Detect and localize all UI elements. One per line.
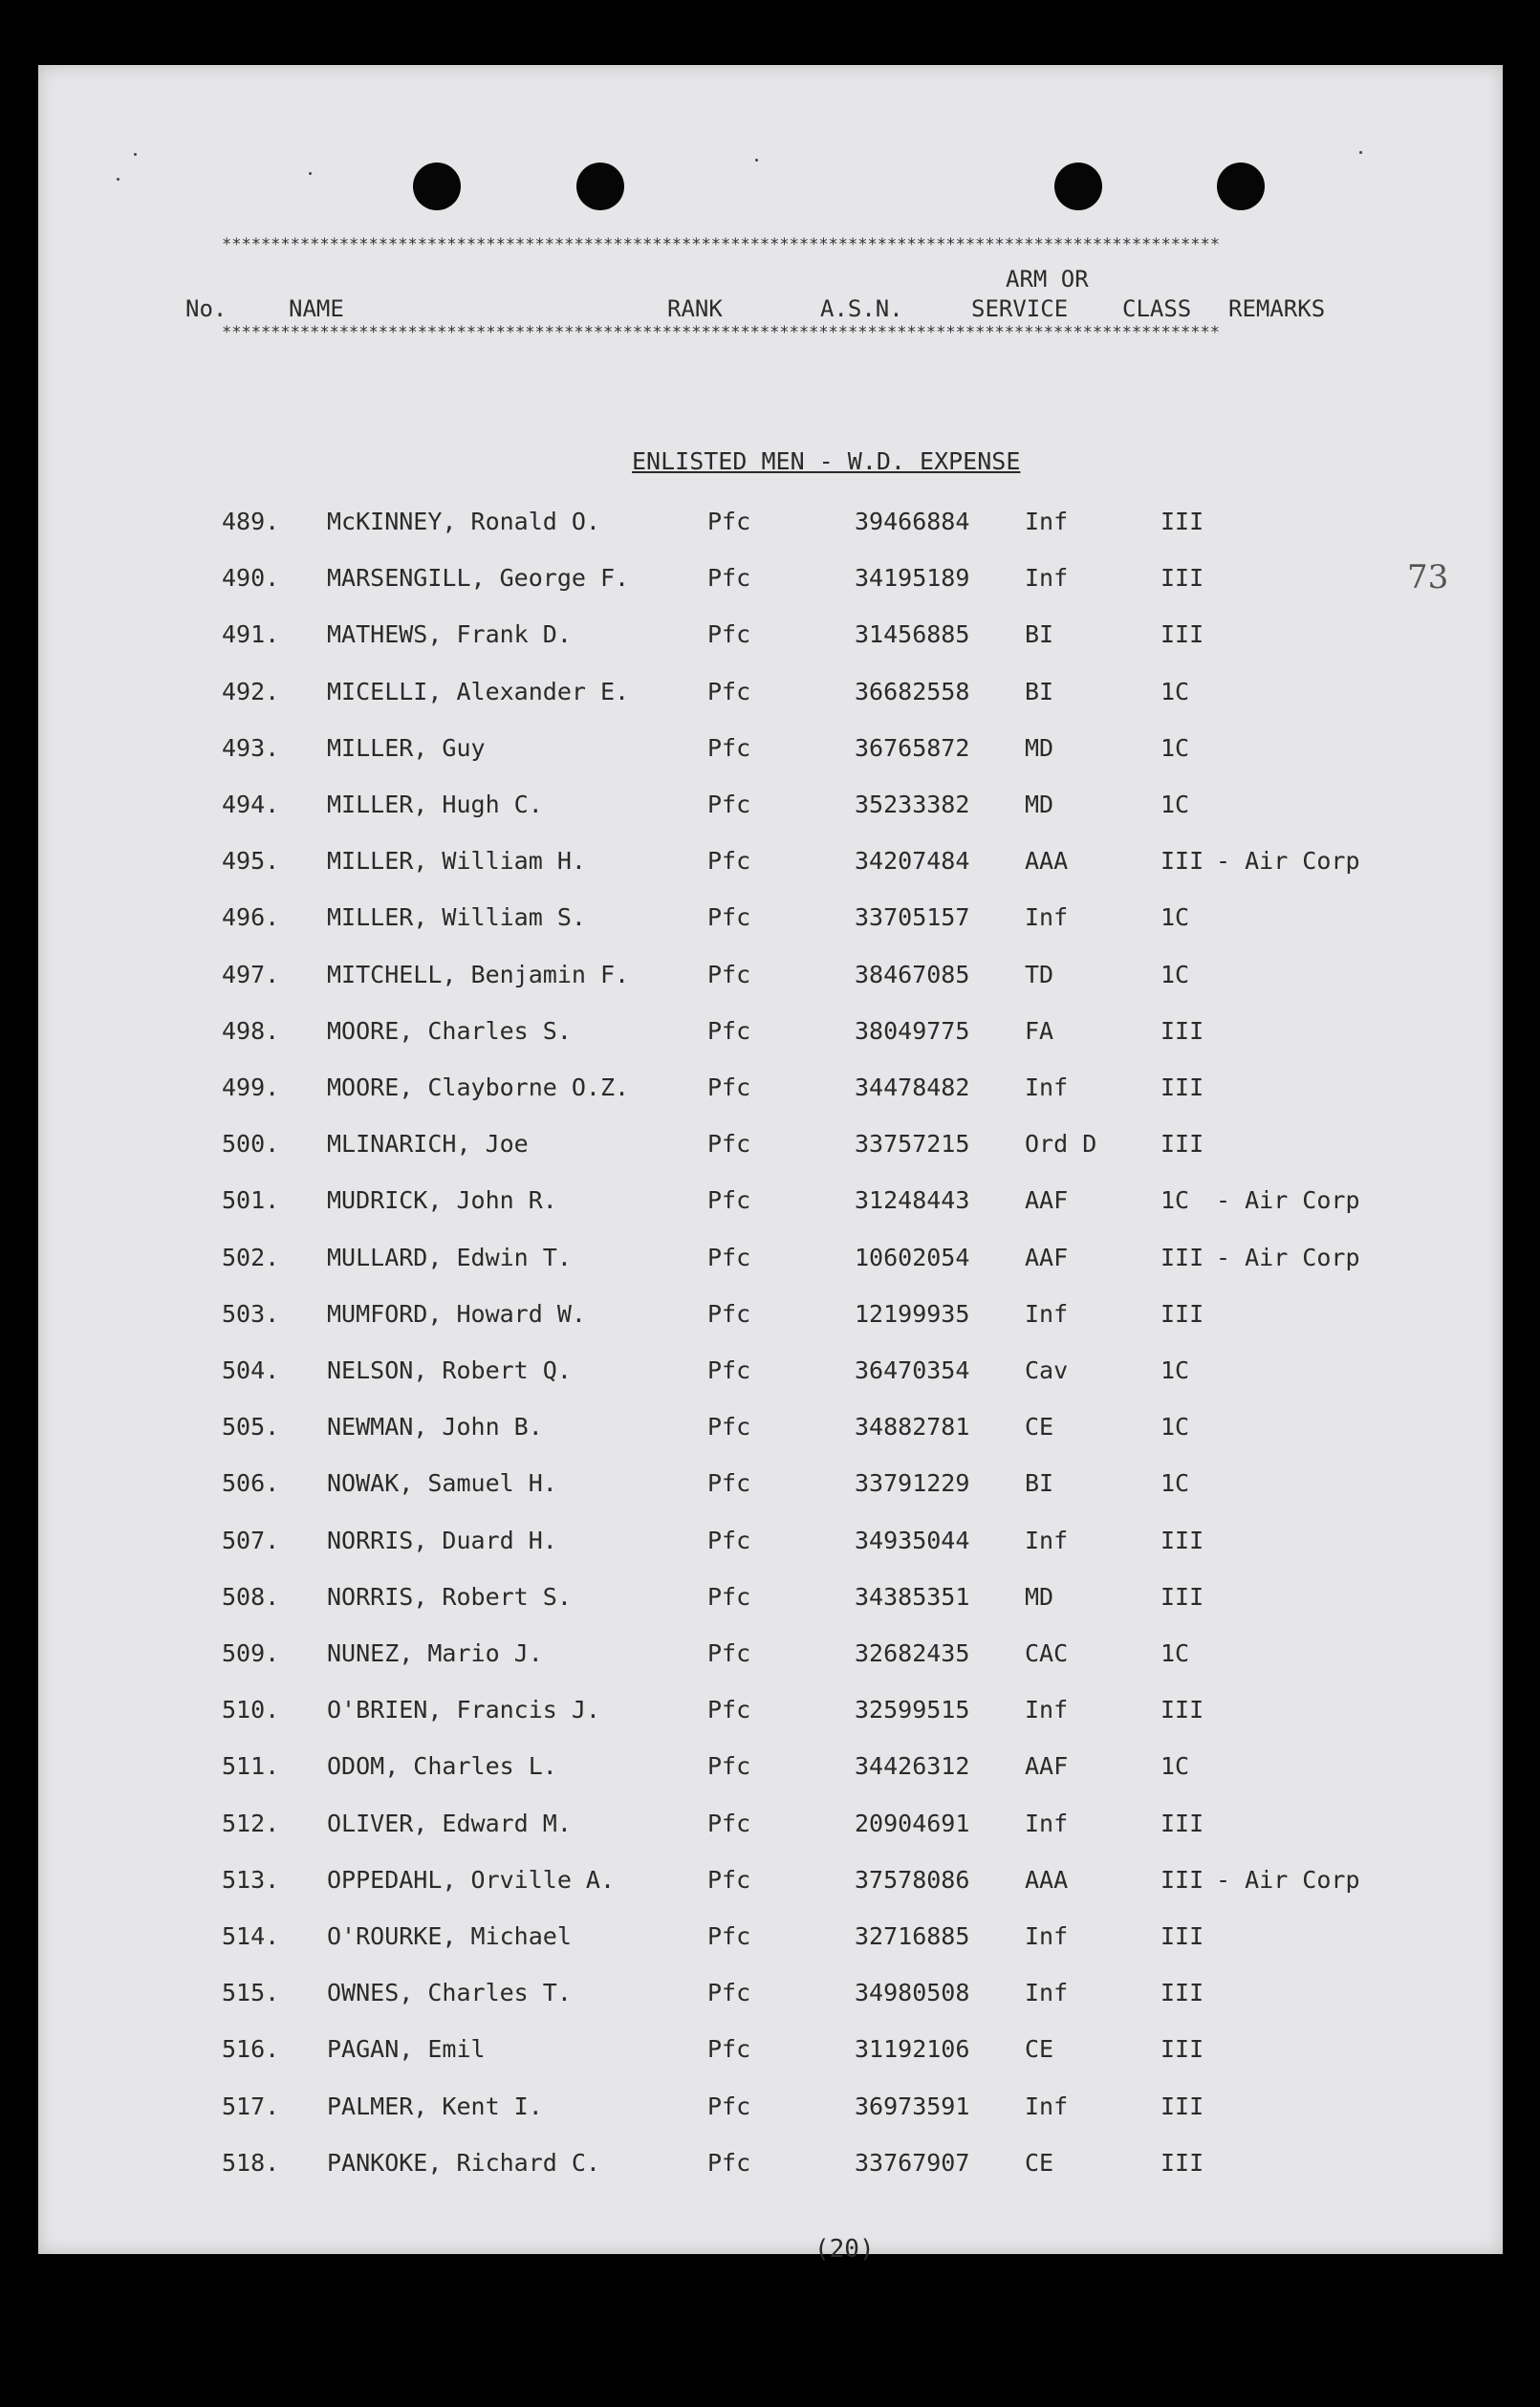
row-name: MATHEWS, Frank D. <box>327 620 572 649</box>
table-row <box>38 678 1503 716</box>
row-class: III <box>1160 620 1204 649</box>
row-number: 516. <box>222 2035 280 2064</box>
row-arm-service: BI <box>1025 620 1054 649</box>
punch-hole <box>1217 163 1265 210</box>
row-arm-service: MD <box>1025 791 1054 818</box>
row-asn: 34195189 <box>855 564 970 593</box>
row-rank: Pfc <box>707 847 751 876</box>
row-class: 1C <box>1160 1639 1190 1667</box>
row-asn: 36973591 <box>855 2092 970 2120</box>
row-class: III <box>1160 1073 1204 1101</box>
row-name: ODOM, Charles L. <box>327 1752 557 1781</box>
table-row <box>38 903 1503 942</box>
row-rank: Pfc <box>707 2148 751 2177</box>
row-arm-service: Inf <box>1025 1696 1069 1724</box>
row-class: III <box>1160 847 1204 876</box>
row-number: 514. <box>222 1922 280 1950</box>
speck <box>134 153 137 156</box>
row-asn: 33791229 <box>855 1469 970 1498</box>
row-arm-service: BI <box>1025 1469 1054 1498</box>
row-rank: Pfc <box>707 1016 751 1045</box>
row-number: 490. <box>222 564 280 593</box>
row-class: 1C <box>1160 1752 1190 1781</box>
row-number: 505. <box>222 1413 280 1442</box>
speck <box>1359 151 1362 154</box>
row-class: 1C <box>1160 677 1190 705</box>
row-rank: Pfc <box>707 1752 751 1781</box>
row-asn: 31192106 <box>855 2035 970 2064</box>
row-class: III <box>1160 1979 1204 2007</box>
row-asn: 36470354 <box>855 1356 970 1384</box>
row-name: MULLARD, Edwin T. <box>327 1243 572 1271</box>
row-arm-service: AAA <box>1025 847 1069 876</box>
row-asn: 10602054 <box>855 1243 970 1271</box>
row-arm-service: AAF <box>1025 1752 1069 1781</box>
table-row <box>38 620 1503 659</box>
row-rank: Pfc <box>707 1865 751 1894</box>
speck <box>755 159 758 162</box>
row-arm-service: MD <box>1025 1582 1054 1611</box>
table-row <box>38 734 1503 772</box>
table-row <box>38 1300 1503 1338</box>
row-class: III <box>1160 2092 1204 2120</box>
row-name: NELSON, Robert Q. <box>327 1356 572 1384</box>
row-rank: Pfc <box>707 1186 751 1215</box>
row-number: 506. <box>222 1469 280 1498</box>
row-asn: 35233382 <box>855 791 970 818</box>
row-asn: 32716885 <box>855 1922 970 1950</box>
row-rank: Pfc <box>707 677 751 705</box>
table-row <box>38 1527 1503 1565</box>
header-arm-line2: SERVICE <box>971 295 1069 322</box>
row-remarks: - Air Corp <box>1216 847 1360 876</box>
row-name: MICELLI, Alexander E. <box>327 677 630 705</box>
row-number: 493. <box>222 733 280 762</box>
row-rank: Pfc <box>707 2035 751 2064</box>
row-class: III <box>1160 1526 1204 1554</box>
row-arm-service: Inf <box>1025 903 1069 932</box>
row-number: 511. <box>222 1752 280 1781</box>
row-number: 500. <box>222 1130 280 1159</box>
punch-hole <box>1054 163 1102 210</box>
row-name: PAGAN, Emil <box>327 2035 486 2064</box>
row-number: 510. <box>222 1696 280 1724</box>
header-star-rule-bottom: ****************************************************************************************************** <box>222 323 1220 342</box>
row-arm-service: Inf <box>1025 564 1069 593</box>
row-arm-service: AAA <box>1025 1865 1069 1894</box>
row-arm-service: Cav <box>1025 1356 1069 1384</box>
row-asn: 20904691 <box>855 1809 970 1837</box>
row-class: III <box>1160 1243 1204 1271</box>
row-arm-service: CE <box>1025 2148 1054 2177</box>
row-class: III <box>1160 508 1204 535</box>
row-rank: Pfc <box>707 1469 751 1498</box>
row-rank: Pfc <box>707 733 751 762</box>
speck <box>309 172 312 175</box>
table-row <box>38 2093 1503 2131</box>
row-arm-service: BI <box>1025 677 1054 705</box>
row-number: 518. <box>222 2148 280 2177</box>
row-rank: Pfc <box>707 1413 751 1442</box>
row-remarks: - Air Corp <box>1216 1186 1360 1215</box>
row-rank: Pfc <box>707 1130 751 1159</box>
punch-hole <box>413 163 461 210</box>
table-row <box>38 1922 1503 1961</box>
row-name: MILLER, William H. <box>327 847 586 876</box>
table-row <box>38 1017 1503 1055</box>
table-row <box>38 1583 1503 1621</box>
row-class: 1C <box>1160 791 1190 818</box>
margin-number: 73 <box>1407 558 1449 596</box>
table-row <box>38 564 1503 602</box>
row-name: OWNES, Charles T. <box>327 1979 572 2007</box>
row-asn: 31456885 <box>855 620 970 649</box>
row-arm-service: AAF <box>1025 1243 1069 1271</box>
row-arm-service: Inf <box>1025 1526 1069 1554</box>
row-rank: Pfc <box>707 1979 751 2007</box>
row-rank: Pfc <box>707 1526 751 1554</box>
row-number: 489. <box>222 508 280 535</box>
row-arm-service: Inf <box>1025 1922 1069 1950</box>
row-class: III <box>1160 1299 1204 1328</box>
row-arm-service: FA <box>1025 1016 1054 1045</box>
table-row <box>38 1469 1503 1507</box>
row-name: PALMER, Kent I. <box>327 2092 543 2120</box>
document-page <box>38 65 1503 2264</box>
row-number: 504. <box>222 1356 280 1384</box>
table-row <box>38 1639 1503 1678</box>
row-number: 513. <box>222 1865 280 1894</box>
row-asn: 33767907 <box>855 2148 970 2177</box>
row-number: 503. <box>222 1299 280 1328</box>
row-asn: 39466884 <box>855 508 970 535</box>
row-asn: 38467085 <box>855 960 970 988</box>
row-asn: 32599515 <box>855 1696 970 1724</box>
row-name: MUMFORD, Howard W. <box>327 1299 586 1328</box>
row-arm-service: CE <box>1025 1413 1054 1442</box>
row-rank: Pfc <box>707 2092 751 2120</box>
row-arm-service: MD <box>1025 733 1054 762</box>
row-asn: 33705157 <box>855 903 970 932</box>
table-row <box>38 2149 1503 2187</box>
row-name: NORRIS, Duard H. <box>327 1526 557 1554</box>
row-remarks: - Air Corp <box>1216 1243 1360 1271</box>
table-row <box>38 1244 1503 1282</box>
row-rank: Pfc <box>707 1582 751 1611</box>
section-title: ENLISTED MEN - W.D. EXPENSE <box>632 447 1021 475</box>
table-row <box>38 1810 1503 1848</box>
header-no: No. <box>185 295 228 322</box>
header-arm-line1: ARM OR <box>1006 266 1089 293</box>
row-rank: Pfc <box>707 1639 751 1667</box>
row-asn: 34935044 <box>855 1526 970 1554</box>
row-class: III <box>1160 1809 1204 1837</box>
row-asn: 31248443 <box>855 1186 970 1215</box>
row-number: 501. <box>222 1186 280 1215</box>
row-number: 517. <box>222 2092 280 2120</box>
table-row <box>38 1979 1503 2017</box>
row-number: 495. <box>222 847 280 876</box>
row-class: III <box>1160 2035 1204 2064</box>
row-name: PANKOKE, Richard C. <box>327 2148 600 2177</box>
row-rank: Pfc <box>707 564 751 593</box>
table-row <box>38 1356 1503 1395</box>
row-arm-service: Ord D <box>1025 1130 1097 1159</box>
row-class: III <box>1160 1130 1204 1159</box>
row-asn: 38049775 <box>855 1016 970 1045</box>
table-row <box>38 1073 1503 1112</box>
row-name: OPPEDAHL, Orville A. <box>327 1865 616 1894</box>
row-name: O'BRIEN, Francis J. <box>327 1696 600 1724</box>
row-asn: 33757215 <box>855 1130 970 1159</box>
row-name: MITCHELL, Benjamin F. <box>327 960 630 988</box>
row-class: III <box>1160 1016 1204 1045</box>
row-arm-service: Inf <box>1025 2092 1069 2120</box>
table-row <box>38 1866 1503 1904</box>
row-rank: Pfc <box>707 1696 751 1724</box>
row-name: NEWMAN, John B. <box>327 1413 543 1442</box>
row-number: 498. <box>222 1016 280 1045</box>
row-name: MOORE, Clayborne O.Z. <box>327 1073 630 1101</box>
row-arm-service: TD <box>1025 960 1054 988</box>
row-asn: 36682558 <box>855 677 970 705</box>
header-star-rule-top: ****************************************************************************************************** <box>222 235 1220 254</box>
row-number: 508. <box>222 1582 280 1611</box>
row-arm-service: Inf <box>1025 1073 1069 1101</box>
row-class: III <box>1160 1865 1204 1894</box>
row-number: 515. <box>222 1979 280 2007</box>
row-rank: Pfc <box>707 960 751 988</box>
table-row <box>38 1186 1503 1225</box>
table-row <box>38 1130 1503 1168</box>
row-class: III <box>1160 564 1204 593</box>
row-number: 509. <box>222 1639 280 1667</box>
row-arm-service: Inf <box>1025 1299 1069 1328</box>
row-name: NUNEZ, Mario J. <box>327 1639 543 1667</box>
row-class: III <box>1160 2148 1204 2177</box>
table-row <box>38 791 1503 829</box>
table-row <box>38 847 1503 885</box>
row-class: III <box>1160 1922 1204 1950</box>
row-rank: Pfc <box>707 508 751 535</box>
row-class: III <box>1160 1582 1204 1611</box>
row-asn: 34385351 <box>855 1582 970 1611</box>
row-number: 494. <box>222 791 280 818</box>
row-rank: Pfc <box>707 1299 751 1328</box>
row-asn: 37578086 <box>855 1865 970 1894</box>
row-class: 1C <box>1160 1413 1190 1442</box>
row-name: MILLER, Guy <box>327 733 486 762</box>
punch-hole <box>576 163 624 210</box>
row-name: NOWAK, Samuel H. <box>327 1469 557 1498</box>
row-asn: 34207484 <box>855 847 970 876</box>
table-row <box>38 1752 1503 1790</box>
table-row <box>38 1696 1503 1734</box>
row-rank: Pfc <box>707 1809 751 1837</box>
row-asn: 36765872 <box>855 733 970 762</box>
page-number: (20) <box>814 2235 875 2264</box>
row-name: NORRIS, Robert S. <box>327 1582 572 1611</box>
row-name: McKINNEY, Ronald O. <box>327 508 600 535</box>
row-arm-service: Inf <box>1025 1979 1069 2007</box>
row-name: O'ROURKE, Michael <box>327 1922 572 1950</box>
row-arm-service: AAF <box>1025 1186 1069 1215</box>
speck <box>117 178 119 181</box>
row-number: 496. <box>222 903 280 932</box>
row-arm-service: Inf <box>1025 508 1069 535</box>
row-class: 1C <box>1160 1469 1190 1498</box>
header-asn: A.S.N. <box>820 295 903 322</box>
row-class: 1C <box>1160 960 1190 988</box>
row-number: 497. <box>222 960 280 988</box>
row-rank: Pfc <box>707 903 751 932</box>
row-asn: 12199935 <box>855 1299 970 1328</box>
row-number: 507. <box>222 1526 280 1554</box>
header-rank: RANK <box>667 295 723 322</box>
row-name: MARSENGILL, George F. <box>327 564 630 593</box>
row-rank: Pfc <box>707 1243 751 1271</box>
table-row <box>38 2035 1503 2073</box>
row-asn: 32682435 <box>855 1639 970 1667</box>
header-class: CLASS <box>1122 295 1192 322</box>
row-asn: 34980508 <box>855 1979 970 2007</box>
row-class: 1C <box>1160 733 1190 762</box>
table-row <box>38 508 1503 546</box>
row-number: 491. <box>222 620 280 649</box>
row-class: 1C <box>1160 903 1190 932</box>
table-row <box>38 961 1503 999</box>
row-rank: Pfc <box>707 1356 751 1384</box>
header-name: NAME <box>289 295 344 322</box>
row-number: 512. <box>222 1809 280 1837</box>
row-number: 499. <box>222 1073 280 1101</box>
row-number: 502. <box>222 1243 280 1271</box>
row-name: MOORE, Charles S. <box>327 1016 572 1045</box>
row-name: MUDRICK, John R. <box>327 1186 557 1215</box>
row-asn: 34882781 <box>855 1413 970 1442</box>
table-row <box>38 1413 1503 1451</box>
row-asn: 34426312 <box>855 1752 970 1781</box>
row-rank: Pfc <box>707 791 751 818</box>
row-asn: 34478482 <box>855 1073 970 1101</box>
row-class: 1C <box>1160 1186 1190 1215</box>
header-remarks: REMARKS <box>1228 295 1326 322</box>
row-class: 1C <box>1160 1356 1190 1384</box>
row-name: OLIVER, Edward M. <box>327 1809 572 1837</box>
row-rank: Pfc <box>707 620 751 649</box>
row-rank: Pfc <box>707 1922 751 1950</box>
row-arm-service: Inf <box>1025 1809 1069 1837</box>
row-name: MILLER, Hugh C. <box>327 791 543 818</box>
row-number: 492. <box>222 677 280 705</box>
row-class: III <box>1160 1696 1204 1724</box>
row-name: MILLER, William S. <box>327 903 586 932</box>
row-rank: Pfc <box>707 1073 751 1101</box>
row-arm-service: CAC <box>1025 1639 1069 1667</box>
row-name: MLINARICH, Joe <box>327 1130 529 1159</box>
row-remarks: - Air Corp <box>1216 1865 1360 1894</box>
row-arm-service: CE <box>1025 2035 1054 2064</box>
